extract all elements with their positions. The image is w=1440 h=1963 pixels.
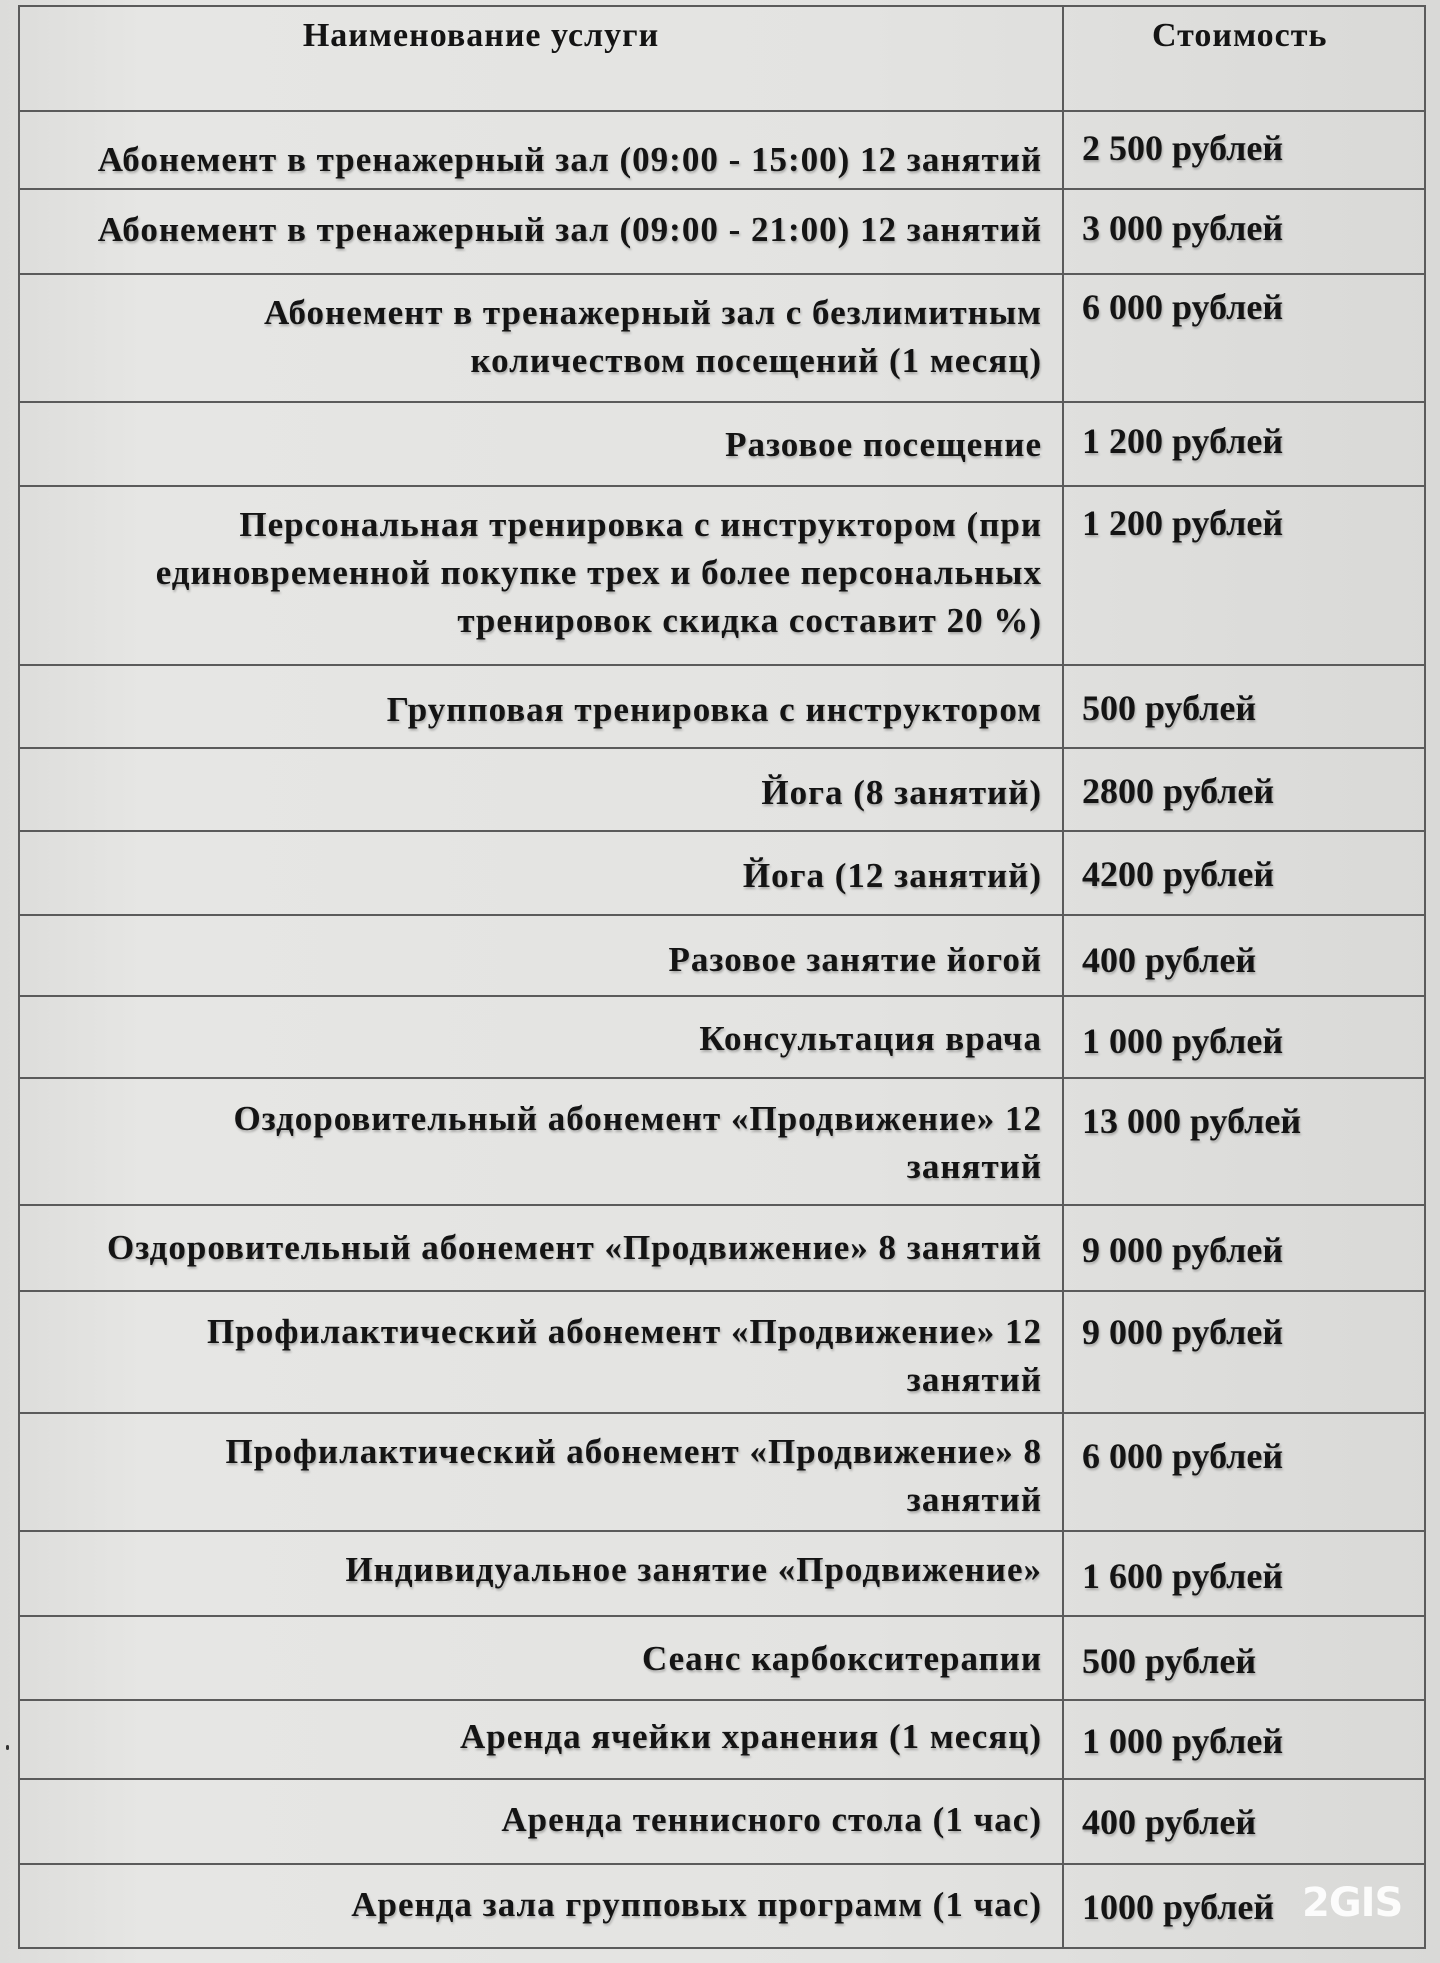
service-cost-text: 3 000 рублей [1082, 208, 1284, 248]
service-cost [1063, 665, 1425, 748]
service-cost-text: 1 200 рублей [1082, 421, 1284, 461]
service-name-text: Оздоровительный абонемент «Продвижение» 12 занятий [233, 1099, 1042, 1186]
service-cost-text: 13 000 рублей [1082, 1101, 1302, 1141]
service-name [19, 748, 1063, 831]
service-cost-text: 1 200 рублей [1082, 503, 1284, 543]
service-cost [1063, 111, 1425, 189]
service-name-text: Абонемент в тренажерный зал с безлимитным количеством посещений (1 месяц) [264, 293, 1042, 380]
service-cost [1063, 274, 1425, 402]
service-name-text: Йога (8 занятий) [761, 773, 1042, 812]
service-name-text: Индивидуальное занятие «Продвижение» [345, 1550, 1042, 1589]
header-service-name: Наименование услуги [19, 6, 1063, 111]
table-row [19, 1779, 1425, 1864]
service-name-text: Йога (12 занятий) [742, 856, 1042, 895]
service-cost [1063, 486, 1425, 665]
service-cost-text: 400 рублей [1082, 1802, 1257, 1842]
service-name [19, 1413, 1063, 1531]
service-name-text: Профилактический абонемент «Продвижение» 12 занятий [207, 1312, 1042, 1399]
table-row [19, 1531, 1425, 1616]
table-row [19, 1291, 1425, 1413]
table-row [19, 831, 1425, 915]
service-cost [1063, 915, 1425, 996]
header-cost: Стоимость [1063, 6, 1425, 111]
2gis-watermark-logo: 2GIS [1302, 1880, 1403, 1926]
table-row [19, 1413, 1425, 1531]
service-name [19, 665, 1063, 748]
paper-speck [6, 1745, 9, 1750]
service-name [19, 189, 1063, 274]
service-cost-text: 9 000 рублей [1082, 1230, 1284, 1270]
service-cost-text: 500 рублей [1082, 1641, 1257, 1681]
service-cost-text: 2800 рублей [1082, 771, 1275, 811]
service-cost-text: 1 600 рублей [1082, 1556, 1284, 1596]
service-cost-text: 500 рублей [1082, 688, 1257, 728]
service-cost [1063, 189, 1425, 274]
service-name [19, 111, 1063, 189]
service-name [19, 1205, 1063, 1291]
service-name-text: Групповая тренировка с инструктором [386, 690, 1042, 729]
table-row [19, 1616, 1425, 1700]
service-cost-text: 1 000 рублей [1082, 1721, 1284, 1761]
service-cost [1063, 748, 1425, 831]
service-name [19, 274, 1063, 402]
service-cost-text: 400 рублей [1082, 940, 1257, 980]
service-name-text: Абонемент в тренажерный зал (09:00 - 15:00) 12 занятий [97, 140, 1042, 179]
service-cost [1063, 1205, 1425, 1291]
table-row [19, 915, 1425, 996]
service-name [19, 486, 1063, 665]
service-name [19, 1616, 1063, 1700]
service-name [19, 1078, 1063, 1205]
table-row [19, 111, 1425, 189]
service-cost [1063, 1291, 1425, 1413]
table-header-row [19, 6, 1425, 111]
table-row [19, 665, 1425, 748]
service-cost-text: 6 000 рублей [1082, 1436, 1284, 1476]
service-cost [1063, 831, 1425, 915]
table-row [19, 996, 1425, 1078]
service-name-text: Разовое занятие йогой [668, 940, 1042, 979]
service-name-text: Аренда ячейки хранения (1 месяц) [459, 1717, 1042, 1756]
service-name-text: Сеанс карбокситерапии [641, 1639, 1042, 1678]
service-name-text: Профилактический абонемент «Продвижение» 8 занятий [225, 1432, 1042, 1519]
service-name [19, 996, 1063, 1078]
table-row [19, 486, 1425, 665]
service-cost [1063, 1779, 1425, 1864]
table-row [19, 1864, 1425, 1948]
table-row [19, 274, 1425, 402]
table-row [19, 1205, 1425, 1291]
table-row [19, 748, 1425, 831]
service-name [19, 1531, 1063, 1616]
service-name [19, 915, 1063, 996]
service-cost [1063, 1531, 1425, 1616]
service-name-text: Оздоровительный абонемент «Продвижение» 8 занятий [107, 1228, 1042, 1267]
table-row [19, 1700, 1425, 1779]
service-name-text: Разовое посещение [725, 425, 1042, 464]
table-row [19, 189, 1425, 274]
service-name-text: Консультация врача [699, 1019, 1042, 1058]
service-cost [1063, 1616, 1425, 1700]
service-name-text: Аренда зала групповых программ (1 час) [351, 1885, 1042, 1924]
table-row [19, 402, 1425, 486]
service-cost [1063, 1700, 1425, 1779]
service-name [19, 831, 1063, 915]
service-cost [1063, 402, 1425, 486]
service-name [19, 402, 1063, 486]
service-name [19, 1291, 1063, 1413]
service-name-text: Абонемент в тренажерный зал (09:00 - 21:00) 12 занятий [97, 210, 1042, 249]
service-cost-text: 1 000 рублей [1082, 1021, 1284, 1061]
service-name [19, 1864, 1063, 1948]
price-table [18, 5, 1426, 1949]
table-row [19, 1078, 1425, 1205]
service-cost-text: 4200 рублей [1082, 854, 1275, 894]
service-cost-text: 2 500 рублей [1082, 128, 1284, 168]
service-cost [1063, 1413, 1425, 1531]
service-cost-text: 1000 рублей [1082, 1887, 1275, 1927]
service-name [19, 1779, 1063, 1864]
service-cost-text: 6 000 рублей [1082, 287, 1284, 327]
service-name-text: Аренда теннисного стола (1 час) [501, 1800, 1042, 1839]
service-cost [1063, 1078, 1425, 1205]
service-name [19, 1700, 1063, 1779]
service-name-text: Персональная тренировка с инструктором (при единовременной покупке трех и более персональных тренировок скидка составит 20 %) [155, 505, 1042, 640]
service-cost-text: 9 000 рублей [1082, 1312, 1284, 1352]
service-cost [1063, 996, 1425, 1078]
